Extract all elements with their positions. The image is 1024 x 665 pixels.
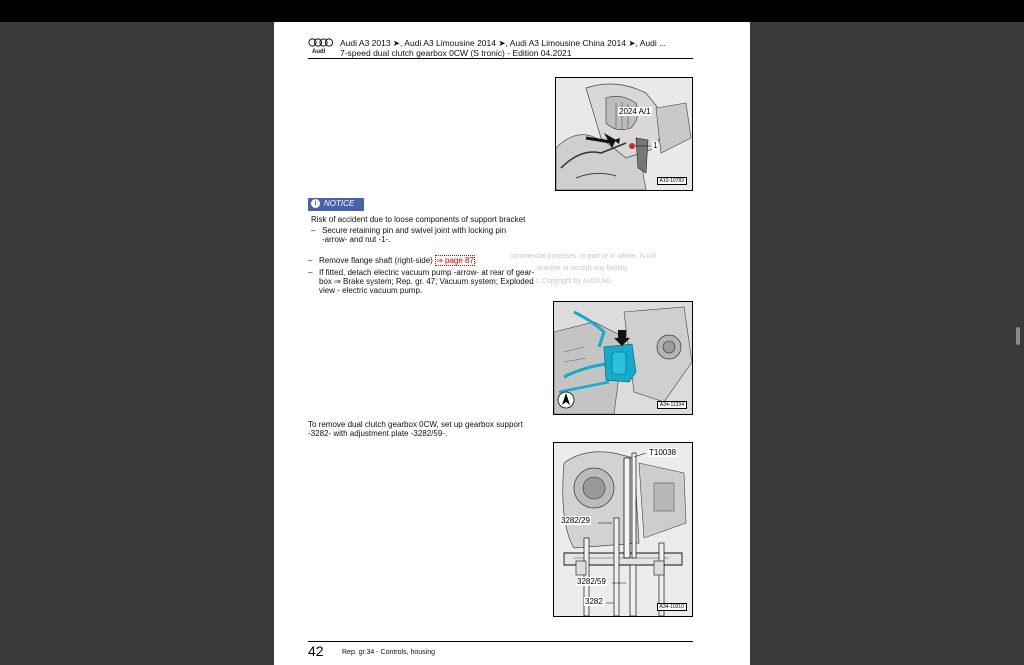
top-bar [0, 0, 1024, 22]
notice-step-line1: Secure retaining pin and swivel joint with locking pin [322, 226, 507, 235]
support-bracket-illustration [556, 78, 692, 190]
brand-text: Audi [312, 49, 326, 55]
footer-chapter: Rep. gr.34 - Controls, housing [342, 649, 435, 656]
header-models: Audi A3 2013 ➤, Audi A3 Limousine 2014 ➤, Audi A3 Limousine China 2014 ➤, Audi ... [340, 38, 667, 48]
notice-dash: – [311, 226, 316, 235]
header-edition: 7-speed dual clutch gearbox 0CW (S tronic) - Edition 04.2021 [340, 48, 572, 58]
notice-step-line2: -arrow- and nut -1-. [322, 235, 391, 244]
step-flange [319, 256, 477, 265]
header-divider [308, 58, 693, 59]
step-vacuum-line3: view - electric vacuum pump. [319, 286, 423, 295]
footer-divider [308, 641, 693, 642]
document-page [274, 22, 750, 665]
step-vacuum-line2[interactable]: box ⇒ Brake system; Rep. gr. 47; Vacuum system; Exploded [319, 277, 534, 286]
audi-rings-logo [308, 38, 334, 47]
step-flange-end: . [474, 256, 478, 265]
callout-tool-3282-29: 3282/29 [561, 516, 590, 525]
vacuum-pump-illustration [554, 302, 692, 414]
gearbox-support-illustration [554, 443, 692, 616]
step-vacuum-line1: If fitted, detach electric vacuum pump -arrow- at rear of gear- [319, 268, 535, 277]
info-icon: i [311, 199, 320, 208]
gearbox-support-line2: -3282- with adjustment plate -3282/59-. [308, 429, 448, 438]
watermark-line1: commercial purposes, in part or in whole, is not [510, 253, 657, 260]
notice-label: NOTICE [324, 199, 355, 208]
figure-vacuum-pump [553, 301, 693, 415]
callout-tool-3282: 3282 [585, 597, 603, 606]
scrollbar-thumb[interactable] [1016, 327, 1020, 345]
figure-id: A10-10783 [657, 177, 687, 185]
figure-id: A34-11334 [657, 401, 687, 409]
page-number: 42 [308, 643, 324, 659]
watermark-line2: arantee or accept any liability [537, 265, 628, 272]
gearbox-support-line1: To remove dual clutch gearbox 0CW, set up gearbox support [308, 420, 523, 429]
notice-title: Risk of accident due to loose components of support bracket [311, 215, 526, 224]
page-87-link[interactable]: ⇒ page 87 [436, 256, 474, 265]
callout-tool-2024a1: 2024 A/1 [619, 107, 651, 116]
callout-tool-3282-59: 3282/59 [577, 577, 606, 586]
figure-gearbox-support [553, 442, 693, 617]
notice-badge [308, 198, 364, 211]
figure-id: A34-10310 [657, 603, 687, 611]
step-flange-text: Remove flange shaft (right-side) [319, 256, 433, 265]
callout-tool-t10038: T10038 [649, 448, 677, 457]
step-dash-flange: – [308, 256, 313, 265]
watermark-line3: t. Copyright by AUDI AG. [536, 278, 614, 285]
step-dash-vacuum: – [308, 268, 313, 277]
callout-nut-1: 1 [653, 141, 658, 150]
figure-support-bracket [555, 77, 693, 191]
